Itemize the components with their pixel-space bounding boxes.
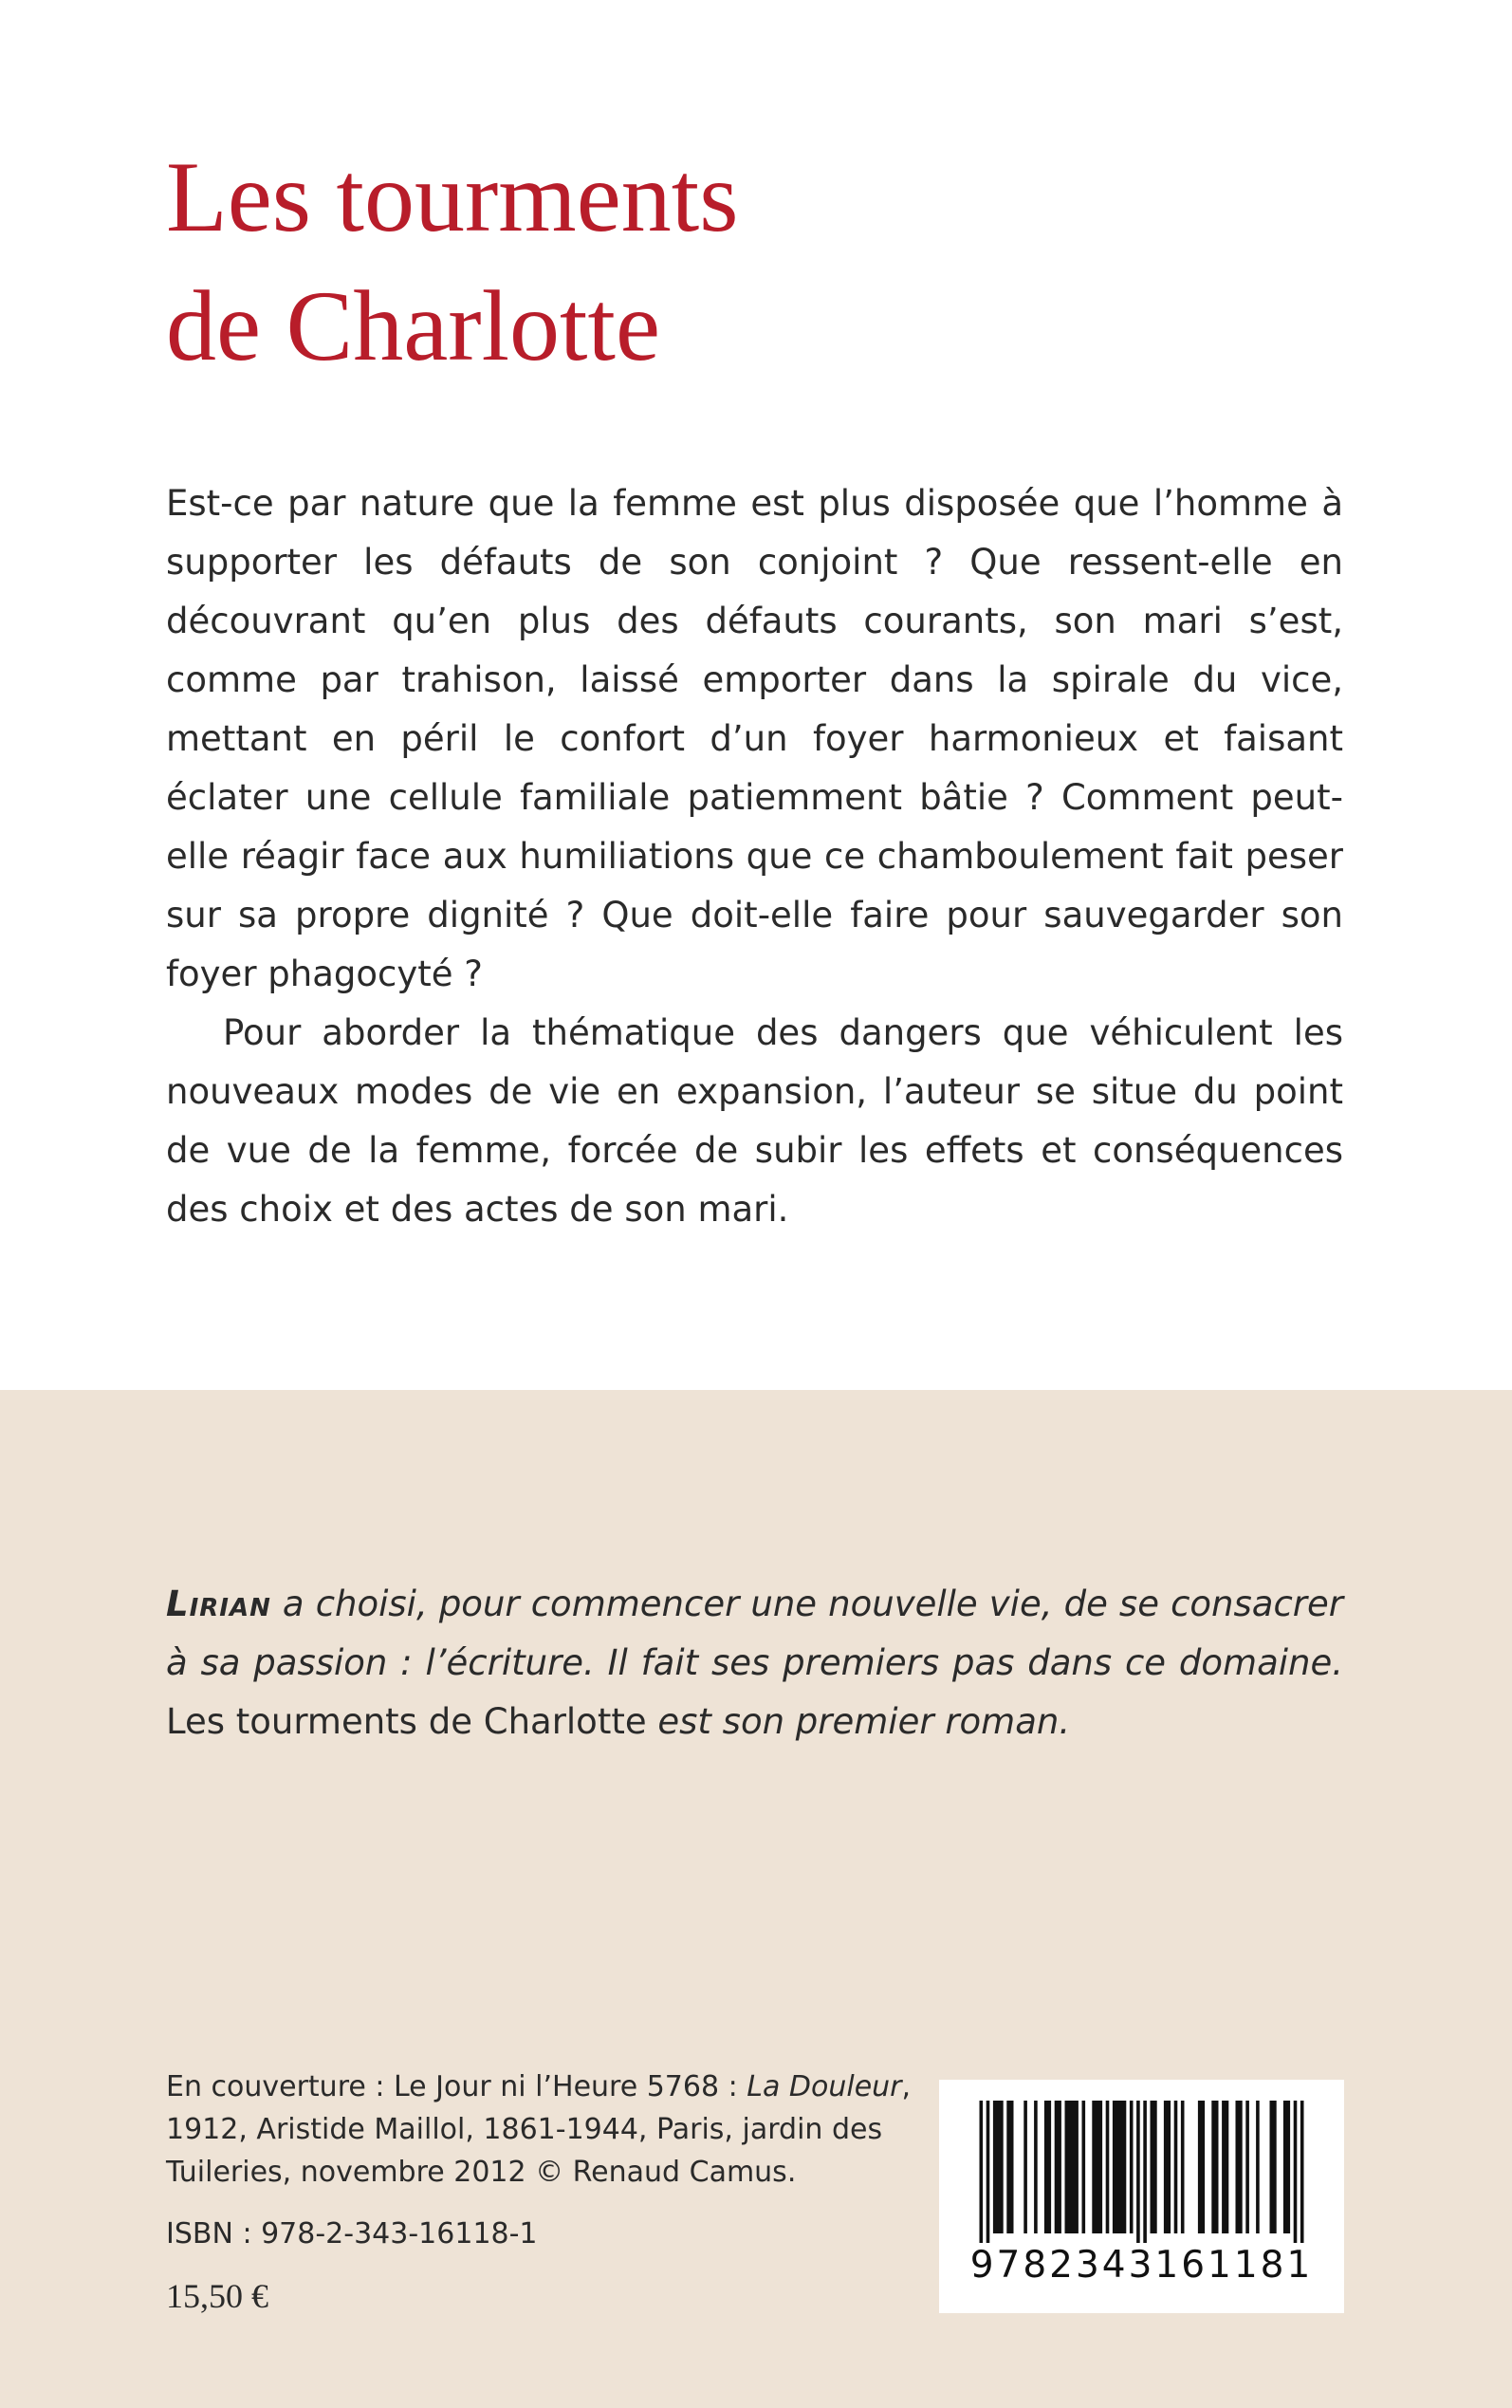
- barcode-bar: [1222, 2101, 1228, 2233]
- bio-text-end: est son premier roman.: [646, 1701, 1071, 1742]
- summary-paragraph: Pour aborder la thématique des dangers que véhiculent les nouveaux modes de vie en expansion, l’auteur se situe du point de vue de la femme, forcée de subir les effets et conséquences des choix et des actes de son mari.: [166, 1012, 1343, 1230]
- barcode-bar: [1174, 2101, 1178, 2233]
- barcode-bar: [1044, 2101, 1051, 2233]
- barcode-bar: [1092, 2101, 1102, 2233]
- barcode-bar: [1113, 2101, 1126, 2233]
- barcode-bar: [1283, 2101, 1290, 2233]
- barcode-bar: [1198, 2101, 1205, 2233]
- barcode-bar: [1245, 2101, 1249, 2233]
- barcode-bar: [1143, 2101, 1147, 2243]
- barcode-bar: [1270, 2101, 1277, 2233]
- summary-paragraph: Est-ce par nature que la femme est plus disposée que l’homme à supporter les défauts de son conjoint ? Que ressent-elle en découvrant qu’en plus des défauts courants, son mari s’est, comme par trahison, laissé emporter dans la spirale du vice, mettant en péril le confort d’un foyer harmonieux et faisant éclater une cellule familiale patiemment bâtie ? Comment peut-elle réagir face aux humiliations que ce chamboulement fait peser sur sa propre dignité ? Que doit-elle faire pour sauvegarder son foyer phagocyté ?: [166, 483, 1343, 994]
- bio-book-title: Les tourments de Charlotte: [166, 1701, 647, 1742]
- book-summary: [166, 474, 1343, 1239]
- barcode-bar: [993, 2101, 1004, 2233]
- barcode: [939, 2080, 1344, 2313]
- barcode-bar: [1151, 2101, 1157, 2233]
- barcode-bar: [1136, 2101, 1140, 2243]
- author-name: Lirian: [166, 1584, 271, 1624]
- barcode-bar: [1181, 2101, 1185, 2233]
- cover-credits: [166, 2065, 925, 2194]
- barcode-bars: [977, 2101, 1306, 2243]
- barcode-digits: 9782343161181: [969, 2244, 1314, 2287]
- barcode-bar: [1065, 2101, 1079, 2233]
- book-title-line1: Les tourments: [166, 141, 739, 252]
- barcode-bar: [1006, 2101, 1013, 2233]
- barcode-bar: [1236, 2101, 1243, 2233]
- barcode-bar: [1294, 2101, 1298, 2243]
- credits-suffix: , 1912, Aristide Maillol, 1861-1944, Paris, jardin des Tuileries, novembre 2012 © Renaud Camus.: [166, 2070, 912, 2189]
- bio-text: a choisi, pour commencer une nouvelle vie, de se consacrer à sa passion : l’écriture. Il fait ses premiers pas dans ce domaine.: [166, 1584, 1343, 1683]
- barcode-bar: [1130, 2101, 1134, 2233]
- book-title-line2: de Charlotte: [166, 270, 660, 381]
- barcode-bar: [1211, 2101, 1218, 2233]
- barcode-bar: [1023, 2101, 1027, 2233]
- barcode-bar: [980, 2101, 984, 2243]
- barcode-bar: [1106, 2101, 1110, 2233]
- credits-work: La Douleur: [747, 2070, 902, 2103]
- price: 15,50 €: [166, 2277, 268, 2315]
- barcode-bar: [1256, 2101, 1260, 2233]
- barcode-bar: [1055, 2101, 1061, 2233]
- barcode-bar: [1034, 2101, 1038, 2233]
- author-bio: [166, 1575, 1343, 1751]
- book-title: [166, 133, 1352, 391]
- barcode-bar: [1164, 2101, 1171, 2233]
- credits-prefix: En couverture : Le Jour ni l’Heure 5768 :: [166, 2070, 747, 2103]
- barcode-bar: [1300, 2101, 1304, 2243]
- barcode-bar: [986, 2101, 990, 2243]
- barcode-bar: [1082, 2101, 1086, 2233]
- isbn: ISBN : 978-2-343-16118-1: [166, 2217, 538, 2251]
